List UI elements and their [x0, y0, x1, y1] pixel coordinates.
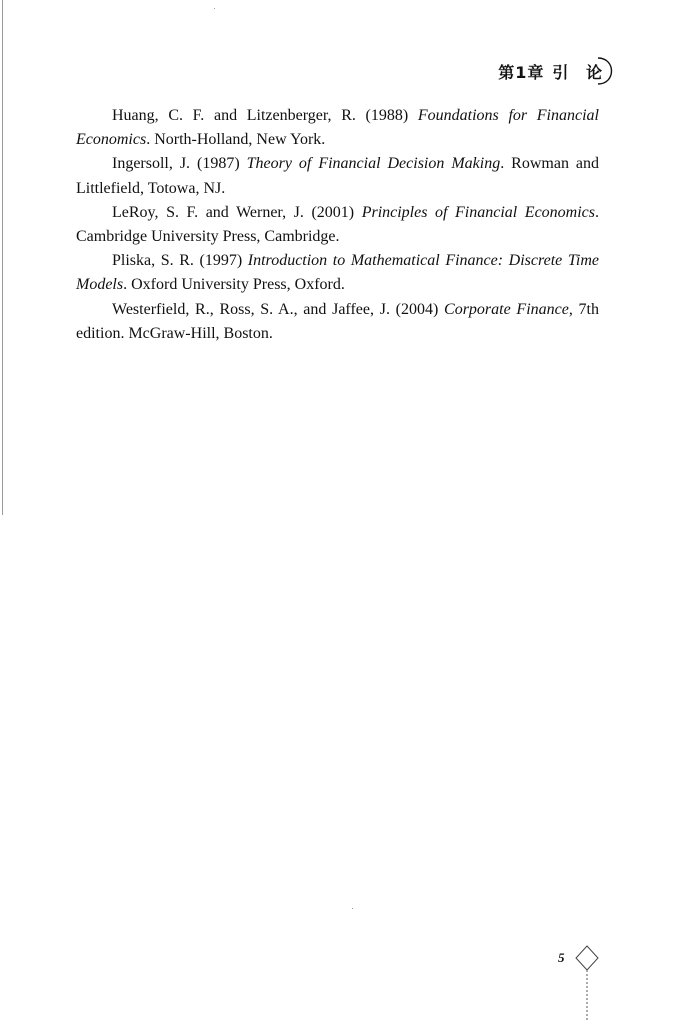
reference-item [76, 152, 599, 200]
page-number: 5 [558, 950, 565, 965]
reference-authors: Huang, C. F. and Litzenberger, R. (1988) [112, 107, 418, 124]
reference-authors: Westerfield, R., Ross, S. A., and Jaffee, J. (2004) [112, 300, 445, 318]
reference-title: Principles of Financial Economics [361, 203, 595, 221]
reference-list [76, 104, 599, 346]
reference-publisher: , 7th edition. McGraw-Hill, Boston. [76, 300, 600, 342]
scan-speck [352, 908, 353, 909]
reference-item [76, 249, 599, 297]
reference-title: Introduction to Mathematical Finance: Discrete Time Models [76, 252, 600, 294]
section-title: 引 论 [552, 62, 608, 82]
header-bracket-icon [576, 56, 618, 86]
page-binding-edge [2, 0, 3, 515]
chapter-label: 第1章 [498, 62, 545, 82]
reference-item [76, 201, 599, 249]
reference-publisher: . Rowman and Littlefield, Totowa, NJ. [76, 155, 600, 197]
reference-publisher: . North-Holland, New York. [146, 131, 326, 149]
reference-publisher: . Cambridge University Press, Cambridge. [76, 203, 599, 246]
scan-speck [214, 8, 215, 9]
reference-authors: Ingersoll, J. (1987) [112, 155, 247, 173]
reference-title: Foundations for Financial Economics [76, 107, 599, 149]
page-diamond-icon [572, 944, 602, 1022]
reference-authors: Pliska, S. R. (1997) [112, 252, 248, 270]
reference-title: Theory of Financial Decision Making [246, 155, 501, 173]
reference-item [76, 104, 599, 152]
reference-title: Corporate Finance [444, 300, 569, 318]
reference-publisher: . Oxford University Press, Oxford. [123, 276, 345, 294]
reference-item [76, 298, 599, 346]
reference-authors: LeRoy, S. F. and Werner, J. (2001) [112, 203, 362, 221]
